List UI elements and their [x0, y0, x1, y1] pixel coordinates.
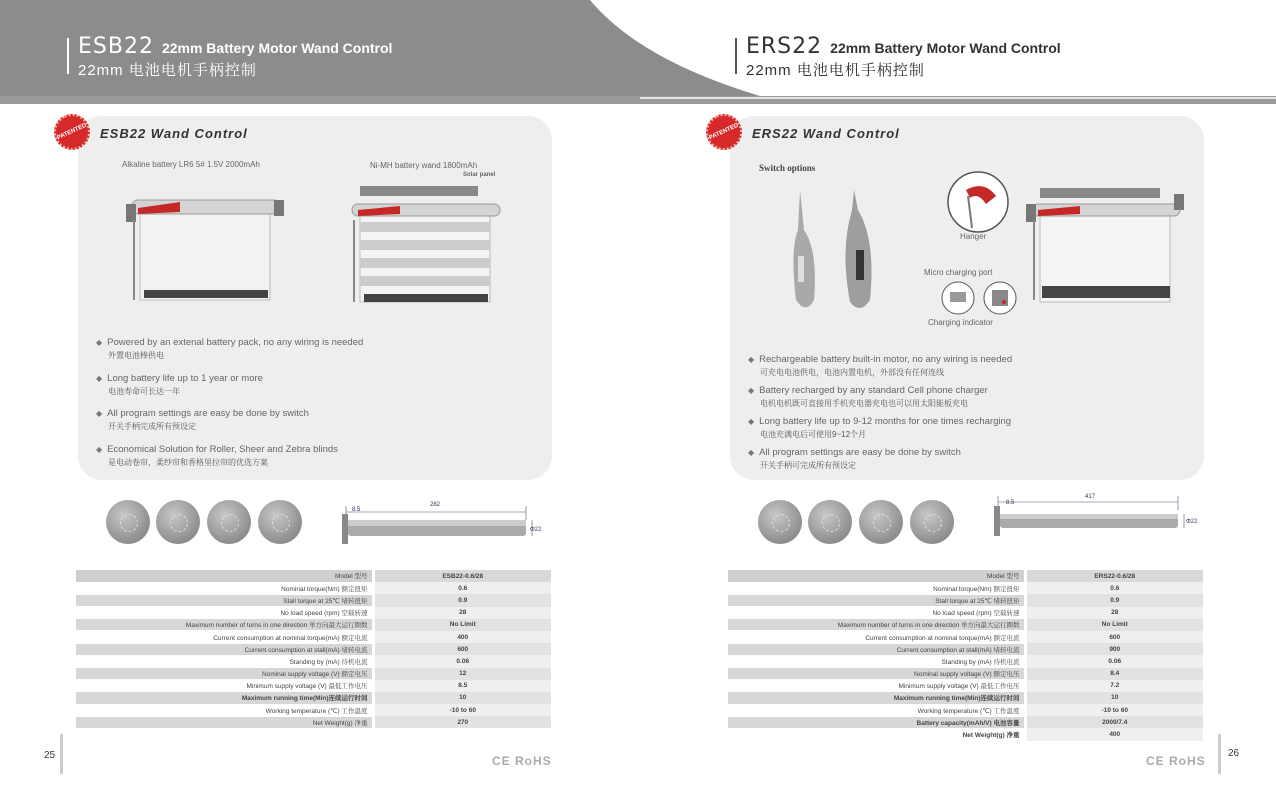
right-spec-value: 900	[1025, 643, 1203, 655]
left-panel-title: ESB22 Wand Control	[100, 126, 248, 141]
switch-wands-illustration	[780, 190, 890, 320]
right-spec-value: 7.2	[1025, 680, 1203, 692]
right-patented-badge: PATENTED	[700, 108, 748, 156]
right-spec-key: Stall torque at 25℃ 堵转扭矩	[728, 594, 1025, 606]
right-spec-row	[728, 655, 1203, 667]
left-header	[78, 34, 392, 80]
left-spec-key: Current consumption at nominal torque(mA) 额定电流	[76, 631, 373, 643]
right-motor-head-disc-2	[808, 500, 852, 544]
left-page-bar	[60, 734, 63, 774]
left-spec-value: 400	[373, 631, 551, 643]
right-feature-3-en: ◆ Long battery life up to 9-12 months for one times recharging	[748, 416, 1011, 427]
left-header-code: ESB22	[78, 34, 154, 59]
right-spec-value: 0.9	[1025, 594, 1203, 606]
left-dim-length: 282	[430, 502, 441, 508]
left-spec-value: 0.9	[373, 594, 551, 606]
left-dim-offset: 8.5	[352, 507, 361, 513]
right-spec-row	[728, 631, 1203, 643]
left-feature-1-cn: 外置电池棒供电	[108, 351, 164, 360]
right-dim-offset: 8.5	[1006, 500, 1015, 506]
left-spec-key: Standing by (mA) 待机电流	[76, 655, 373, 667]
left-caption-solar: Solar panel	[463, 172, 496, 178]
right-page-bar	[1218, 734, 1221, 774]
left-spec-key: Current consumption at stall(mA) 堵转电流	[76, 643, 373, 655]
left-spec-row	[76, 643, 551, 655]
right-spec-value: 0.6	[1025, 582, 1203, 594]
right-page-number: 26	[1228, 748, 1240, 759]
left-motor-dimension-drawing	[336, 500, 546, 550]
left-spec-row	[76, 668, 551, 680]
right-spec-row	[728, 619, 1203, 631]
left-spec-value: 12	[373, 668, 551, 680]
left-spec-key: Working temperature (℃) 工作温度	[76, 704, 373, 716]
right-feature-2-en: ◆ Battery recharged by any standard Cell phone charger	[748, 385, 988, 396]
left-spec-value: ESB22-0.6/28	[373, 570, 551, 582]
left-spec-key: Stall torque at 25℃ 堵转扭矩	[76, 594, 373, 606]
right-spec-key: Current consumption at stall(mA) 堵转电流	[728, 643, 1025, 655]
left-feature-4-cn: 是电动卷帘，柔纱帘和香格里拉帘的优选方案	[108, 458, 268, 467]
right-spec-value: 10	[1025, 692, 1203, 704]
right-motor-head-disc-3	[859, 500, 903, 544]
right-spec-row	[728, 594, 1203, 606]
right-spec-row	[728, 728, 1203, 740]
left-feature-4-en: ◆ Economical Solution for Roller, Sheer and Zebra blinds	[96, 444, 338, 455]
left-spec-value: 0.6	[373, 582, 551, 594]
right-spec-key: Working temperature (℃) 工作温度	[728, 704, 1025, 716]
left-header-title-en: 22mm Battery Motor Wand Control	[161, 40, 393, 56]
right-feature-3	[748, 416, 1011, 440]
left-spec-row	[76, 619, 551, 631]
left-spec-value: -10 to 60	[373, 704, 551, 716]
left-spec-key: Nominal supply voltage (V) 额定电压	[76, 668, 373, 680]
right-spec-value: 28	[1025, 607, 1203, 619]
left-spec-value: 8.5	[373, 680, 551, 692]
right-feature-2	[748, 385, 988, 409]
right-dim-length: 417	[1085, 494, 1096, 500]
left-feature-2-cn: 电池寿命可长达一年	[108, 387, 180, 396]
right-spec-row	[728, 643, 1203, 655]
left-feature-3	[96, 408, 309, 432]
right-spec-key: No load speed (rpm) 空载转速	[728, 607, 1025, 619]
charging-port-illustration	[940, 280, 1020, 320]
right-spec-row	[728, 716, 1203, 728]
right-spec-value: 0.06	[1025, 655, 1203, 667]
left-patented-badge: PATENTED	[48, 108, 96, 156]
right-dim-diameter: Φ22	[1186, 519, 1198, 525]
left-spec-key: Model 型号	[76, 570, 373, 582]
header-divider-left	[67, 38, 69, 74]
right-cert-marks: CE RoHS	[1146, 754, 1206, 768]
left-spec-row	[76, 594, 551, 606]
left-caption-nimh: Ni-MH battery wand 1800mAh	[370, 161, 478, 170]
right-spec-key: Model 型号	[728, 570, 1025, 582]
right-spec-row	[728, 607, 1203, 619]
right-spec-row	[728, 680, 1203, 692]
right-feature-2-cn: 电机电机既可直接用手机充电器充电也可以用太阳能板充电	[760, 399, 968, 408]
right-spec-key: Minimum supply voltage (V) 最低工作电压	[728, 680, 1025, 692]
right-spec-key: Nominal supply voltage (V) 额定电压	[728, 668, 1025, 680]
left-spec-value: No Limit	[373, 619, 551, 631]
left-feature-4	[96, 444, 338, 468]
right-header-title-cn: 22mm 电池电机手柄控制	[746, 62, 925, 79]
right-caption-switch: Switch options	[759, 163, 816, 173]
right-spec-row	[728, 692, 1203, 704]
left-cert-marks: CE RoHS	[492, 754, 552, 768]
right-spec-value: -10 to 60	[1025, 704, 1203, 716]
right-spec-value: 400	[1025, 728, 1203, 740]
left-spec-key: Net Weight(g) 净重	[76, 716, 373, 728]
right-spec-key: Standing by (mA) 待机电流	[728, 655, 1025, 667]
left-feature-1-en: ◆ Powered by an extenal battery pack, no any wiring is needed	[96, 337, 363, 348]
left-spec-row	[76, 680, 551, 692]
right-caption-micro-port: Micro charging port	[924, 268, 993, 277]
zebra-blind-illustration	[340, 180, 510, 310]
right-motor-head-disc-4	[910, 500, 954, 544]
left-spec-key: Maximum number of turns in one direction 单方向最大运行圈数	[76, 619, 373, 631]
right-caption-hanger: Hanger	[960, 232, 987, 241]
left-motor-head-disc-2	[156, 500, 200, 544]
left-page-number: 25	[44, 750, 56, 761]
left-feature-3-en: ◆ All program settings are easy be done by switch	[96, 408, 309, 419]
right-motor-head-disc-1	[758, 500, 802, 544]
left-dim-diameter: Φ22	[530, 527, 542, 533]
left-spec-key: No load speed (rpm) 空载转速	[76, 607, 373, 619]
right-spec-row	[728, 570, 1203, 582]
left-spec-row	[76, 716, 551, 728]
right-feature-1	[748, 354, 1012, 378]
right-feature-4	[748, 447, 961, 471]
right-spec-row	[728, 582, 1203, 594]
right-spec-value: 600	[1025, 631, 1203, 643]
right-feature-1-en: ◆ Rechargeable battery built-in motor, no any wiring is needed	[748, 354, 1012, 365]
left-spec-row	[76, 692, 551, 704]
left-spec-row	[76, 570, 551, 582]
left-spec-value: 270	[373, 716, 551, 728]
left-spec-row	[76, 582, 551, 594]
right-spec-table	[728, 570, 1203, 741]
right-roller-blind-illustration	[1020, 180, 1190, 315]
left-spec-key: Minimum supply voltage (V) 最低工作电压	[76, 680, 373, 692]
roller-blind-illustration	[120, 180, 290, 310]
left-spec-value: 28	[373, 607, 551, 619]
right-spec-value: ERS22-0.6/28	[1025, 570, 1203, 582]
left-spec-key: Nominal torque(Nm) 额定扭矩	[76, 582, 373, 594]
right-spec-key: Maximum running time(Min)连续运行时间	[728, 692, 1025, 704]
right-feature-3-cn: 电池充满电后可使用9~12个月	[760, 430, 867, 439]
right-feature-4-en: ◆ All program settings are easy be done by switch	[748, 447, 961, 458]
left-motor-head-disc-4	[258, 500, 302, 544]
right-header-code: ERS22	[746, 34, 823, 59]
right-header	[746, 34, 1061, 80]
left-spec-key: Maximum running time(Min)连续运行时间	[76, 692, 373, 704]
left-feature-2-en: ◆ Long battery life up to 1 year or more	[96, 373, 263, 384]
right-panel-title: ERS22 Wand Control	[752, 126, 900, 141]
right-header-title-en: 22mm Battery Motor Wand Control	[830, 40, 1061, 56]
left-header-title-cn: 22mm 电池电机手柄控制	[78, 62, 257, 79]
right-spec-row	[728, 668, 1203, 680]
left-motor-head-disc-1	[106, 500, 150, 544]
left-spec-row	[76, 655, 551, 667]
left-spec-value: 600	[373, 643, 551, 655]
right-feature-4-cn: 开关手柄可完成所有预设定	[760, 461, 856, 470]
left-caption-alkaline: Alkaline battery LR6 5# 1.5V 2000mAh	[122, 160, 260, 169]
left-spec-value: 10	[373, 692, 551, 704]
left-spec-row	[76, 631, 551, 643]
left-spec-row	[76, 704, 551, 716]
right-spec-key: Nominal torque(Nm) 额定扭矩	[728, 582, 1025, 594]
right-feature-1-cn: 可充电电池供电，电池内置电机，外部没有任何连线	[760, 368, 944, 377]
right-spec-row	[728, 704, 1203, 716]
left-feature-1	[96, 337, 363, 361]
hanger-illustration	[946, 170, 1010, 234]
right-spec-value: 2000/7.4	[1025, 716, 1203, 728]
right-spec-value: 8.4	[1025, 668, 1203, 680]
right-spec-value: No Limit	[1025, 619, 1203, 631]
left-motor-head-disc-3	[207, 500, 251, 544]
right-spec-key: Net Weight(g) 净重	[728, 728, 1025, 740]
left-spec-value: 0.06	[373, 655, 551, 667]
right-caption-charging-indicator: Charging indicator	[928, 318, 993, 327]
left-feature-2	[96, 373, 263, 397]
header-divider-right	[735, 38, 737, 74]
left-spec-row	[76, 607, 551, 619]
right-spec-key: Current consumption at nominal torque(mA) 额定电流	[728, 631, 1025, 643]
right-spec-key: Battery capacity(mAh/V) 电池容量	[728, 716, 1025, 728]
left-feature-3-cn: 开关手柄完成所有预设定	[108, 422, 196, 431]
left-spec-table	[76, 570, 551, 729]
right-spec-key: Maximum number of turns in one direction 单方向最大运行圈数	[728, 619, 1025, 631]
